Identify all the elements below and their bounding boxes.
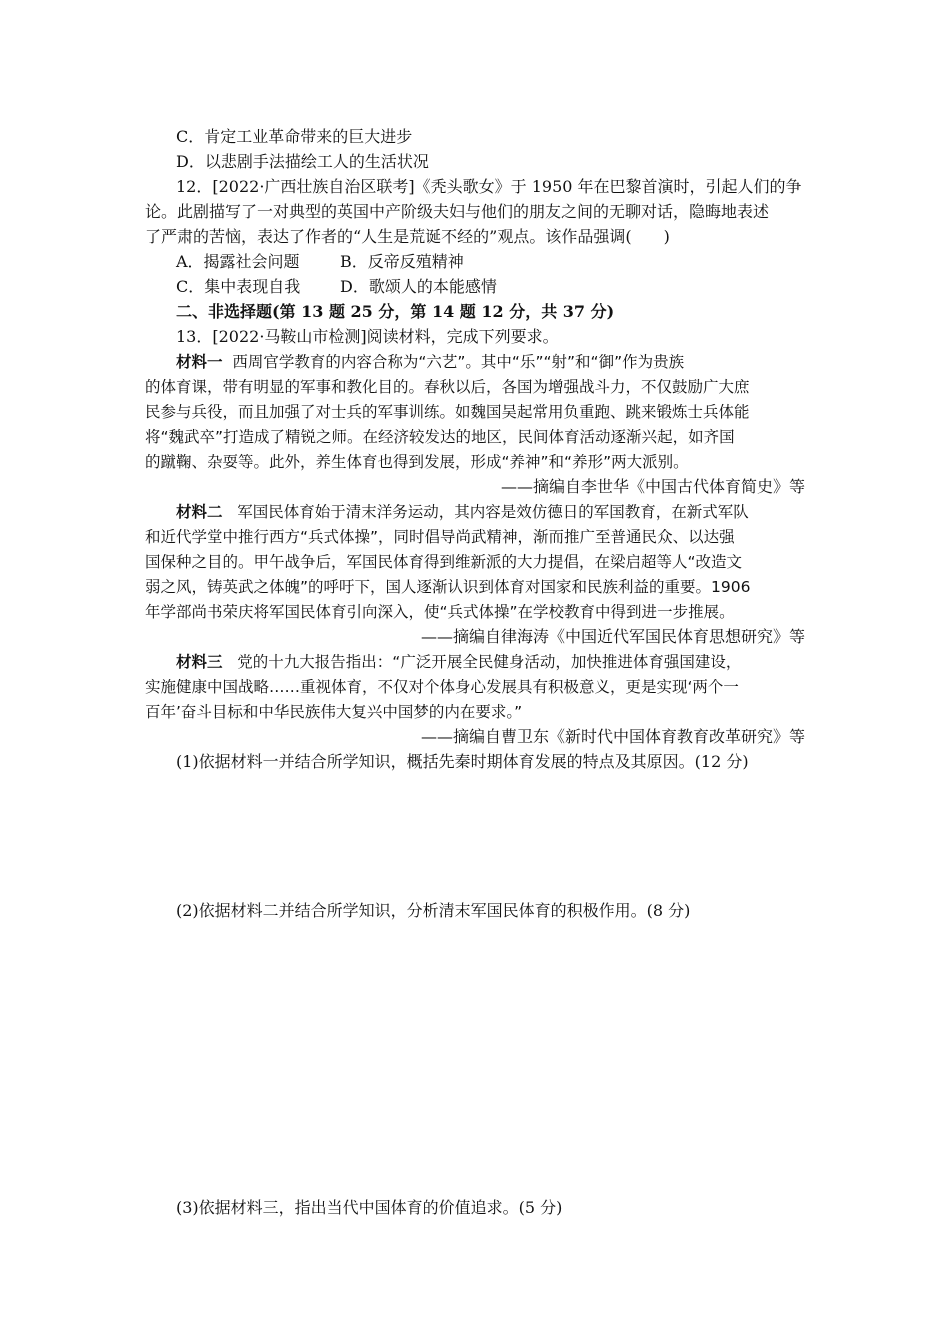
q12-stem-line1: 12．[2022·广西壮族自治区联考]《秃头歌女》于 1950 年在巴黎首演时，引起人们的争 (176, 177, 802, 196)
material1-line4: 将“魏武卒”打造成了精锐之师。在经济较发达的地区，民间体育活动逐渐兴起，如齐国 (145, 428, 735, 446)
q12-stem-line3: 了严肃的苦恼，表达了作者的“人生是荒诞不经的”观点。该作品强调( ) (145, 227, 670, 246)
material1-line2: 的体育课，带有明显的军事和教化目的。春秋以后，各国为增强战斗力，不仅鼓励广大庶 (145, 378, 750, 396)
material3-label: 材料三 (176, 653, 223, 671)
q12-option-d: D．歌颂人的本能感情 (340, 277, 497, 296)
material2-line3: 国保种之目的。甲午战争后，军国民体育得到维新派的大力提倡，在梁启超等人“改造文 (145, 553, 743, 571)
material1-line5: 的蹴鞠、杂耍等。此外，养生体育也得到发展，形成“养神”和“养形”两大派别。 (145, 453, 689, 471)
material1-line3: 民参与兵役，而且加强了对士兵的军事训练。如魏国吴起常用负重跑、跳来锻炼士兵体能 (145, 403, 750, 421)
q13-stem: 13．[2022·马鞍山市检测]阅读材料，完成下列要求。 (176, 327, 559, 346)
q11-option-c: C．肯定工业革命带来的巨大进步 (176, 127, 413, 146)
q12-option-c: C．集中表现自我 (176, 277, 301, 296)
material2-line4: 弱之风，铸英武之体魄”的呼吁下，国人逐渐认识到体育对国家和民族利益的重要。1906 (145, 578, 751, 596)
material1-source: ——摘编自李世华《中国古代体育简史》等 (500, 477, 805, 496)
material3-source: ——摘编自曹卫东《新时代中国体育教育改革研究》等 (420, 727, 805, 746)
material2-line2: 和近代学堂中推行西方“兵式体操”，同时倡导尚武精神，渐而推广至普通民众、以达强 (145, 528, 735, 546)
q13-subquestion-1: (1)依据材料一并结合所学知识，概括先秦时期体育发展的特点及其原因。(12 分) (176, 752, 749, 771)
material3-line2: 实施健康中国战略……重视体育，不仅对个体身心发展具有积极意义，更是实现‘两个一 (145, 678, 739, 696)
material1-line1: 西周官学教育的内容合称为“六艺”。其中“乐”“射”和“御”作为贵族 (232, 353, 685, 371)
material1-label: 材料一 (176, 353, 223, 371)
material3-first-line (176, 651, 741, 673)
material3-line3: 百年’奋斗目标和中华民族伟大复兴中国梦的内在要求。” (145, 703, 523, 721)
q12-stem-line2: 论。此剧描写了一对典型的英国中产阶级夫妇与他们的朋友之间的无聊对话，隐晦地表述 (145, 202, 770, 221)
q11-option-d: D．以悲剧手法描绘工人的生活状况 (176, 152, 429, 171)
q13-subquestion-2: (2)依据材料二并结合所学知识，分析清末军国民体育的积极作用。(8 分) (176, 901, 691, 920)
material1-first-line (176, 351, 684, 373)
material2-label: 材料二 (176, 503, 223, 521)
material3-line1: 党的十九大报告指出：“广泛开展全民健身活动，加快推进体育强国建设， (237, 653, 742, 671)
material2-line5: 年学部尚书荣庆将军国民体育引向深入，使“兵式体操”在学校教育中得到进一步推展。 (145, 603, 735, 621)
material2-line1: 军国民体育始于清末洋务运动，其内容是效仿德日的军国教育，在新式军队 (237, 503, 749, 521)
material2-source: ——摘编自律海涛《中国近代军国民体育思想研究》等 (420, 627, 805, 646)
q12-option-a: A．揭露社会问题 (176, 252, 300, 271)
q13-subquestion-3: (3)依据材料三，指出当代中国体育的价值追求。(5 分) (176, 1198, 563, 1217)
material2-first-line (176, 501, 749, 523)
q12-option-b: B．反帝反殖精神 (340, 252, 464, 271)
section-title: 二、非选择题(第 13 题 25 分，第 14 题 12 分，共 37 分) (176, 302, 615, 321)
